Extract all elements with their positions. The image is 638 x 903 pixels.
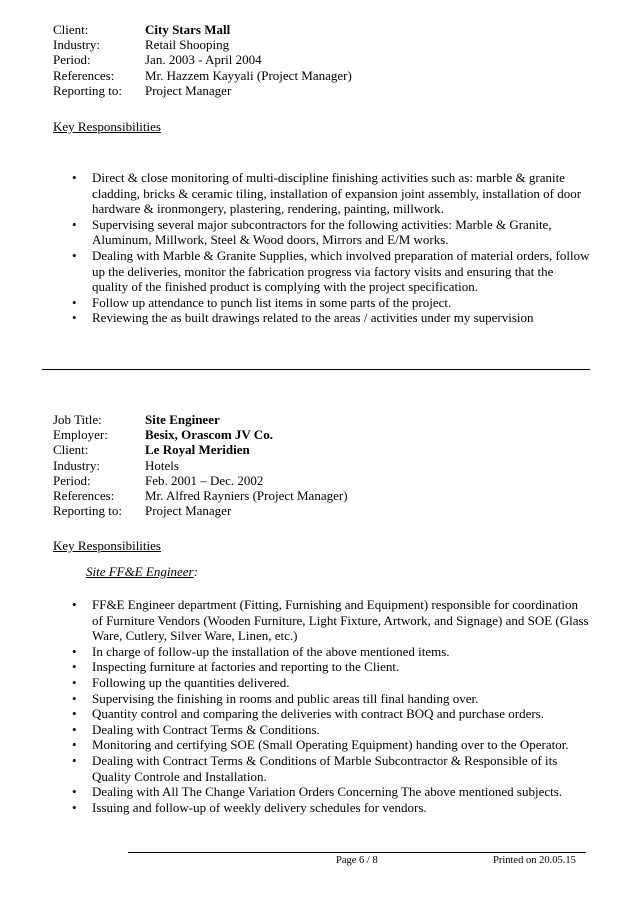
info-label: Client: [53, 442, 89, 458]
info-label: Reporting to: [53, 82, 122, 98]
list-item-text: Supervising the finishing in rooms and public areas till final handing over. [92, 690, 479, 706]
list-item-text: Follow up attendance to punch list items in some parts of the project. [92, 294, 452, 310]
info-value: Mr. Alfred Rayniers (Project Manager) [145, 488, 348, 504]
info-row [53, 68, 352, 83]
info-value: Besix, Orascom JV Co. [145, 427, 273, 443]
bullet-icon: • [72, 310, 77, 326]
info-row [53, 37, 352, 52]
bullet-icon: • [72, 294, 77, 310]
list-item-text: Dealing with Marble & Granite Supplies, which involved preparation of material orders, follow up the deliveries, monitor the fabrication progress via factory visits and ensuring that the quality of the finished product is complying with the project specification. [92, 247, 590, 295]
info-label: Period: [53, 52, 91, 68]
info-row [53, 503, 348, 518]
info-label: References: [53, 488, 115, 504]
info-row [53, 427, 348, 442]
section-divider [42, 369, 590, 370]
info-label: Job Title: [53, 412, 102, 427]
role-subtitle [86, 564, 198, 580]
info-row [53, 442, 348, 457]
info-value: Project Manager [145, 503, 232, 519]
bullet-icon: • [72, 752, 77, 768]
bullet-icon: • [72, 170, 77, 185]
job1-responsibilities-list [70, 170, 590, 326]
list-item-text: Issuing and follow-up of weekly delivery schedules for vendors. [92, 799, 427, 815]
list-item [70, 295, 590, 311]
bullet-icon: • [72, 674, 77, 690]
info-value: Project Manager [145, 82, 232, 98]
list-item-text: Dealing with Contract Terms & Conditions. [92, 721, 320, 737]
list-item [70, 659, 590, 675]
list-item [70, 784, 590, 800]
bullet-icon: • [72, 659, 77, 675]
bullet-icon: • [72, 643, 77, 659]
list-item [70, 722, 590, 738]
list-item [70, 597, 590, 644]
key-responsibilities-heading: Key Responsibilities [53, 119, 161, 134]
list-item-text: Dealing with Contract Terms & Conditions of Marble Subcontractor & Responsible of its Quality Controle and Installation. [92, 752, 558, 784]
bullet-icon: • [72, 216, 77, 232]
list-item-text: Supervising several major subcontractors for the following activities: Marble & Granite, Aluminum, Millwork, Steel & Wood doors, Mirrors and E/M works. [92, 216, 552, 248]
list-item [70, 800, 590, 816]
printed-date: Printed on 20.05.15 [493, 855, 576, 866]
list-item-text: In charge of follow-up the installation of the above mentioned items. [92, 643, 450, 659]
info-row [53, 473, 348, 488]
list-item [70, 691, 590, 707]
bullet-icon: • [72, 784, 77, 800]
role-subtitle-colon: : [193, 564, 198, 579]
bullet-icon: • [72, 247, 77, 263]
list-item [70, 706, 590, 722]
list-item-text: Inspecting furniture at factories and reporting to the Client. [92, 659, 400, 675]
list-item-text: FF&E Engineer department (Fitting, Furnishing and Equipment) responsible for coordination of Furniture Vendors (Wooden Furniture, Light Fixture, Artwork, and Signage) and SOE (Glass Ware, Cutlery, Silver Ware, Linen, etc.) [92, 597, 589, 644]
info-label: Period: [53, 472, 91, 488]
list-item-text: Quantity control and comparing the deliveries with contract BOQ and purchase orders. [92, 706, 544, 722]
info-value: Le Royal Meridien [145, 442, 250, 458]
info-label: Reporting to: [53, 503, 122, 519]
info-value: Retail Shooping [145, 37, 230, 53]
list-item [70, 170, 590, 217]
info-row [53, 22, 352, 37]
list-item [70, 310, 590, 326]
list-item [70, 737, 590, 753]
info-value: Site Engineer [145, 412, 220, 427]
footer-divider [128, 852, 586, 853]
list-item-text: Following up the quantities delivered. [92, 674, 290, 690]
list-item-text: Monitoring and certifying SOE (Small Operating Equipment) handing over to the Operator. [92, 737, 569, 753]
page-number: Page 6 / 8 [336, 855, 378, 866]
list-item [70, 753, 590, 784]
info-value: Jan. 2003 - April 2004 [145, 52, 262, 68]
list-item [70, 644, 590, 660]
bullet-icon: • [72, 799, 77, 815]
bullet-icon: • [72, 721, 77, 737]
info-label: Industry: [53, 37, 100, 53]
info-row [53, 458, 348, 473]
bullet-icon: • [72, 597, 77, 612]
job2-info [53, 412, 348, 518]
bullet-icon: • [72, 737, 77, 753]
info-label: Employer: [53, 427, 108, 443]
list-item [70, 248, 590, 295]
info-row [53, 412, 348, 427]
info-row [53, 52, 352, 67]
info-value: Mr. Hazzem Kayyali (Project Manager) [145, 67, 352, 83]
info-label: References: [53, 67, 115, 83]
key-responsibilities-heading: Key Responsibilities [53, 538, 161, 553]
job2-responsibilities-list [70, 597, 590, 815]
list-item [70, 217, 590, 248]
job1-info [53, 22, 352, 98]
bullet-icon: • [72, 690, 77, 706]
info-value: Hotels [145, 457, 179, 473]
info-row [53, 488, 348, 503]
info-value: City Stars Mall [145, 22, 231, 37]
info-label: Industry: [53, 457, 100, 473]
role-subtitle-text: Site FF&E Engineer [86, 564, 194, 579]
info-value: Feb. 2001 – Dec. 2002 [145, 472, 264, 488]
info-label: Client: [53, 22, 89, 37]
list-item-text: Direct & close monitoring of multi-discipline finishing activities such as: marble & granite cladding, bricks & ceramic tiling, installation of expansion joint assembly, installation of door hardware & ironmongery, plastering, rendering, painting, millwork. [92, 170, 582, 217]
list-item [70, 675, 590, 691]
list-item-text: Reviewing the as built drawings related to the areas / activities under my supervision [92, 310, 534, 326]
list-item-text: Dealing with All The Change Variation Orders Concerning The above mentioned subjects. [92, 784, 563, 800]
bullet-icon: • [72, 706, 77, 722]
info-row [53, 83, 352, 98]
